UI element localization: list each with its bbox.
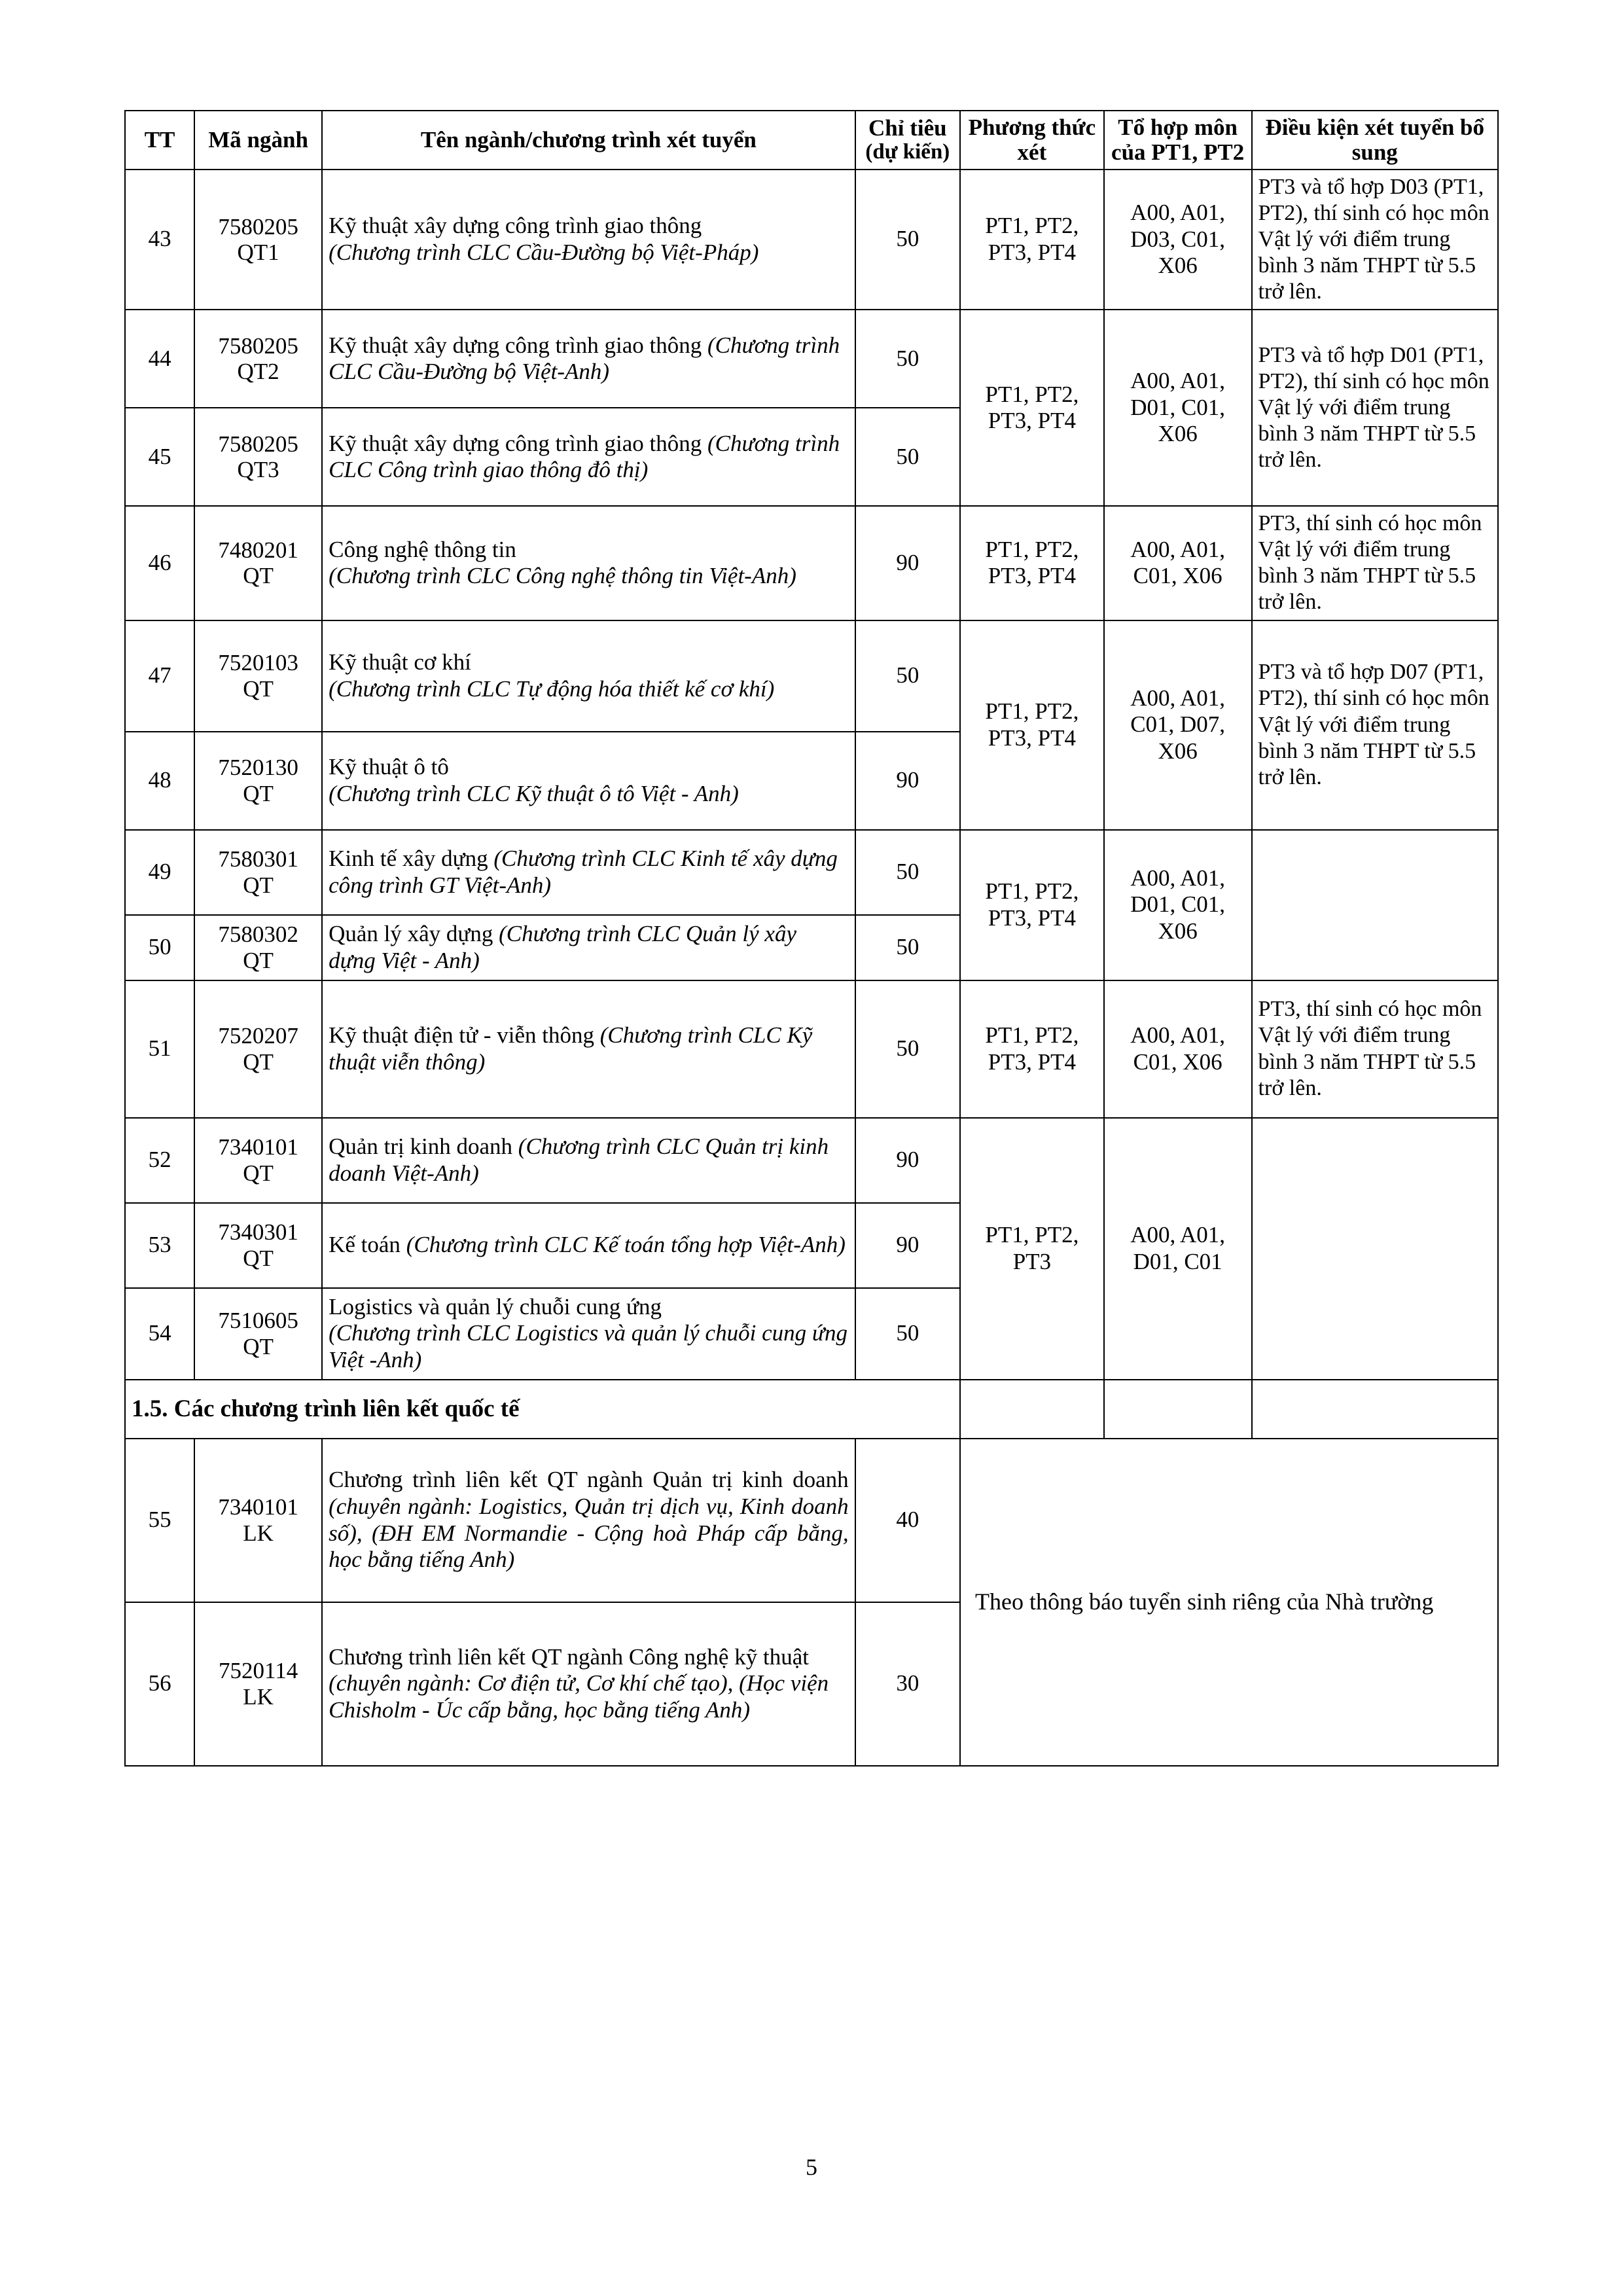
cell-to-hop: A00, A01, D01, C01, X06 <box>1104 310 1252 506</box>
ma-nganh-suffix: QT1 <box>237 239 279 265</box>
cell-phuong-thuc: PT1, PT2, PT3, PT4 <box>960 310 1104 506</box>
program-name: Chương trình liên kết QT ngành Công nghệ kỹ thuật <box>329 1643 809 1670</box>
ma-nganh-suffix: QT2 <box>237 359 279 385</box>
admissions-table <box>124 110 1499 1767</box>
cell-ma-nganh <box>194 1288 322 1380</box>
cell-ten-nganh <box>322 1602 855 1766</box>
section-spacer-pt <box>960 1380 1104 1439</box>
ma-nganh-suffix: QT <box>243 563 274 589</box>
cell-ma-nganh <box>194 506 322 620</box>
ma-nganh-code: 7340301 <box>218 1219 298 1246</box>
column-header-tt: TT <box>125 111 194 170</box>
table-header <box>125 111 1498 170</box>
cell-dieu-kien <box>1252 1118 1498 1380</box>
cell-to-hop: A00, A01, D03, C01, X06 <box>1104 170 1252 310</box>
cell-tt: 48 <box>125 732 194 830</box>
cell-chi-tieu: 50 <box>855 915 960 980</box>
cell-phuong-thuc: PT1, PT2, PT3 <box>960 1118 1104 1380</box>
program-name: Kỹ thuật xây dựng công trình giao thông <box>329 213 702 239</box>
cell-tt: 43 <box>125 170 194 310</box>
program-name: Kỹ thuật điện tử - viễn thông <box>329 1022 600 1048</box>
cell-dieu-kien: PT3 và tổ hợp D07 (PT1, PT2), thí sinh có học môn Vật lý với điểm trung bình 3 năm THPT từ 5.5 trở lên. <box>1252 620 1498 830</box>
cell-phuong-thuc: PT1, PT2, PT3, PT4 <box>960 506 1104 620</box>
cell-chi-tieu: 50 <box>855 310 960 408</box>
program-subtitle: (Chương trình CLC Công trình giao thông đô thị) <box>329 430 840 483</box>
ma-nganh-suffix: LK <box>243 1683 274 1710</box>
ma-nganh-code: 7520103 <box>218 650 298 676</box>
column-header-chi-tieu <box>855 111 960 170</box>
program-subtitle: (Chương trình CLC Quản trị kinh doanh Việt-Anh) <box>329 1133 829 1186</box>
cell-dieu-kien: PT3, thí sinh có học môn Vật lý với điểm trung bình 3 năm THPT từ 5.5 trở lên. <box>1252 506 1498 620</box>
cell-phuong-thuc: PT1, PT2, PT3, PT4 <box>960 620 1104 830</box>
ma-nganh-code: 7520207 <box>218 1023 298 1049</box>
cell-chi-tieu: 30 <box>855 1602 960 1766</box>
cell-chi-tieu: 50 <box>855 408 960 506</box>
ma-nganh-suffix: QT3 <box>237 457 279 483</box>
cell-phuong-thuc: PT1, PT2, PT3, PT4 <box>960 980 1104 1118</box>
cell-chi-tieu: 40 <box>855 1439 960 1602</box>
program-name: Chương trình liên kết QT ngành Quản trị kinh doanh <box>329 1467 849 1493</box>
cell-ma-nganh <box>194 1203 322 1288</box>
section-spacer-dk <box>1252 1380 1498 1439</box>
cell-to-hop: A00, A01, C01, X06 <box>1104 506 1252 620</box>
ma-nganh-suffix: QT <box>243 872 274 898</box>
program-subtitle: (chuyên ngành: Cơ điện tử, Cơ khí chế tạo), (Học viện Chisholm - Úc cấp bằng, học bằng tiếng Anh) <box>329 1670 829 1723</box>
table-row <box>125 506 1498 620</box>
cell-tt: 56 <box>125 1602 194 1766</box>
cell-tt: 47 <box>125 620 194 732</box>
table-row <box>125 1118 1498 1203</box>
cell-ten-nganh <box>322 915 855 980</box>
cell-ma-nganh <box>194 1439 322 1602</box>
program-name: Công nghệ thông tin <box>329 536 516 562</box>
column-header-ten-nganh: Tên ngành/chương trình xét tuyển <box>322 111 855 170</box>
table-body <box>125 170 1498 1766</box>
program-name: Kinh tế xây dựng <box>329 845 494 871</box>
ma-nganh-code: 7340101 <box>218 1134 298 1160</box>
ma-nganh-code: 7510605 <box>218 1308 298 1334</box>
program-subtitle: (Chương trình CLC Logistics và quản lý chuỗi cung ứng Việt -Anh) <box>329 1320 847 1372</box>
cell-ten-nganh <box>322 1118 855 1203</box>
cell-ma-nganh <box>194 732 322 830</box>
cell-chi-tieu: 90 <box>855 1203 960 1288</box>
ma-nganh-code: 7580302 <box>218 922 298 948</box>
ma-nganh-suffix: QT <box>243 1160 274 1186</box>
header-row <box>125 111 1498 170</box>
table-row <box>125 830 1498 915</box>
cell-chi-tieu: 50 <box>855 980 960 1118</box>
chi-tieu-sub: (dự kiến) <box>865 139 950 164</box>
program-name: Logistics và quản lý chuỗi cung ứng <box>329 1293 662 1319</box>
cell-chi-tieu: 90 <box>855 506 960 620</box>
cell-tt: 53 <box>125 1203 194 1288</box>
ma-nganh-suffix: QT <box>243 947 274 973</box>
cell-tt: 49 <box>125 830 194 915</box>
program-name: Kỹ thuật cơ khí <box>329 649 471 675</box>
ma-nganh-suffix: QT <box>243 1245 274 1271</box>
cell-tt: 54 <box>125 1288 194 1380</box>
program-subtitle: (Chương trình CLC Kỹ thuật viễn thông) <box>329 1022 813 1075</box>
cell-chi-tieu: 50 <box>855 1288 960 1380</box>
cell-ten-nganh <box>322 1203 855 1288</box>
table-row <box>125 310 1498 408</box>
cell-ma-nganh <box>194 620 322 732</box>
program-name: Quản lý xây dựng <box>329 920 499 946</box>
cell-ma-nganh <box>194 915 322 980</box>
cell-dieu-kien <box>1252 830 1498 980</box>
program-name: Kỹ thuật xây dựng công trình giao thông <box>329 332 707 358</box>
column-header-to-hop: Tổ hợp môn của PT1, PT2 <box>1104 111 1252 170</box>
ma-nganh-code: 7580205 <box>218 332 298 359</box>
program-subtitle: (Chương trình CLC Quản lý xây dựng Việt - Anh) <box>329 920 797 973</box>
ma-nganh-code: 7340101 <box>218 1494 298 1520</box>
program-subtitle: (Chương trình CLC Công nghệ thông tin Việt-Anh) <box>329 563 796 589</box>
ma-nganh-code: 7520114 <box>219 1658 298 1684</box>
cell-tt: 45 <box>125 408 194 506</box>
ma-nganh-suffix: QT <box>243 1333 274 1359</box>
ma-nganh-code: 7580301 <box>218 846 298 872</box>
cell-dieu-kien: PT3, thí sinh có học môn Vật lý với điểm trung bình 3 năm THPT từ 5.5 trở lên. <box>1252 980 1498 1118</box>
cell-tt: 51 <box>125 980 194 1118</box>
cell-ten-nganh <box>322 980 855 1118</box>
cell-chi-tieu: 90 <box>855 732 960 830</box>
table-row <box>125 170 1498 310</box>
ma-nganh-code: 7580205 <box>218 213 298 240</box>
program-subtitle: (Chương trình CLC Cầu-Đường bộ Việt-Anh) <box>329 332 840 385</box>
cell-chi-tieu: 50 <box>855 620 960 732</box>
column-header-dieu-kien: Điều kiện xét tuyển bổ sung <box>1252 111 1498 170</box>
cell-ten-nganh <box>322 310 855 408</box>
section-header-label: 1.5. Các chương trình liên kết quốc tế <box>125 1380 960 1439</box>
section-spacer-th <box>1104 1380 1252 1439</box>
cell-ten-nganh <box>322 506 855 620</box>
cell-ma-nganh <box>194 170 322 310</box>
cell-tt: 46 <box>125 506 194 620</box>
cell-ten-nganh <box>322 732 855 830</box>
column-header-phuong-thuc: Phương thức xét <box>960 111 1104 170</box>
cell-ten-nganh <box>322 408 855 506</box>
cell-lk-note: Theo thông báo tuyển sinh riêng của Nhà trường <box>960 1439 1498 1766</box>
cell-ten-nganh <box>322 830 855 915</box>
cell-tt: 55 <box>125 1439 194 1602</box>
cell-chi-tieu: 90 <box>855 1118 960 1203</box>
table-row <box>125 1439 1498 1602</box>
program-name: Kế toán <box>329 1232 406 1258</box>
cell-chi-tieu: 50 <box>855 170 960 310</box>
program-name: Kỹ thuật xây dựng công trình giao thông <box>329 430 707 456</box>
cell-ma-nganh <box>194 1602 322 1766</box>
cell-dieu-kien: PT3 và tổ hợp D03 (PT1, PT2), thí sinh có học môn Vật lý với điểm trung bình 3 năm THPT từ 5.5 trở lên. <box>1252 170 1498 310</box>
cell-chi-tieu: 50 <box>855 830 960 915</box>
program-subtitle: (chuyên ngành: Logistics, Quản trị dịch vụ, Kinh doanh số), (ĐH EM Normandie - Cộng hoà Pháp cấp bằng, học bằng tiếng Anh) <box>329 1493 849 1573</box>
table-row <box>125 620 1498 732</box>
cell-ma-nganh <box>194 980 322 1118</box>
cell-tt: 44 <box>125 310 194 408</box>
chi-tieu-main: Chỉ tiêu <box>868 115 947 141</box>
cell-ten-nganh <box>322 170 855 310</box>
cell-phuong-thuc: PT1, PT2, PT3, PT4 <box>960 170 1104 310</box>
program-subtitle: (Chương trình CLC Kế toán tổng hợp Việt-Anh) <box>406 1232 846 1258</box>
ma-nganh-suffix: QT <box>243 675 274 702</box>
cell-to-hop: A00, A01, D01, C01, X06 <box>1104 830 1252 980</box>
section-header-row <box>125 1380 1498 1439</box>
ma-nganh-suffix: LK <box>243 1520 274 1546</box>
program-name: Kỹ thuật ô tô <box>329 753 449 780</box>
ma-nganh-suffix: QT <box>243 780 274 806</box>
ma-nganh-code: 7480201 <box>218 537 298 564</box>
cell-dieu-kien: PT3 và tổ hợp D01 (PT1, PT2), thí sinh có học môn Vật lý với điểm trung bình 3 năm THPT từ 5.5 trở lên. <box>1252 310 1498 506</box>
table-row <box>125 980 1498 1118</box>
cell-ten-nganh <box>322 620 855 732</box>
cell-tt: 50 <box>125 915 194 980</box>
cell-phuong-thuc: PT1, PT2, PT3, PT4 <box>960 830 1104 980</box>
ma-nganh-suffix: QT <box>243 1049 274 1075</box>
program-subtitle: (Chương trình CLC Tự động hóa thiết kế cơ khí) <box>329 675 775 702</box>
cell-tt: 52 <box>125 1118 194 1203</box>
program-subtitle: (Chương trình CLC Cầu-Đường bộ Việt-Pháp) <box>329 239 759 265</box>
cell-to-hop: A00, A01, C01, X06 <box>1104 980 1252 1118</box>
cell-ten-nganh <box>322 1288 855 1380</box>
cell-ma-nganh <box>194 830 322 915</box>
cell-ma-nganh <box>194 310 322 408</box>
program-subtitle: (Chương trình CLC Kinh tế xây dựng công trình GT Việt-Anh) <box>329 845 838 898</box>
cell-to-hop: A00, A01, D01, C01 <box>1104 1118 1252 1380</box>
program-subtitle: (Chương trình CLC Kỹ thuật ô tô Việt - Anh) <box>329 780 739 806</box>
program-name: Quản trị kinh doanh <box>329 1133 518 1159</box>
cell-to-hop: A00, A01, C01, D07, X06 <box>1104 620 1252 830</box>
cell-ma-nganh <box>194 408 322 506</box>
cell-ten-nganh <box>322 1439 855 1602</box>
cell-ma-nganh <box>194 1118 322 1203</box>
ma-nganh-code: 7520130 <box>218 755 298 781</box>
page-number: 5 <box>806 2154 817 2180</box>
column-header-ma-nganh: Mã ngành <box>194 111 322 170</box>
ma-nganh-code: 7580205 <box>218 431 298 457</box>
